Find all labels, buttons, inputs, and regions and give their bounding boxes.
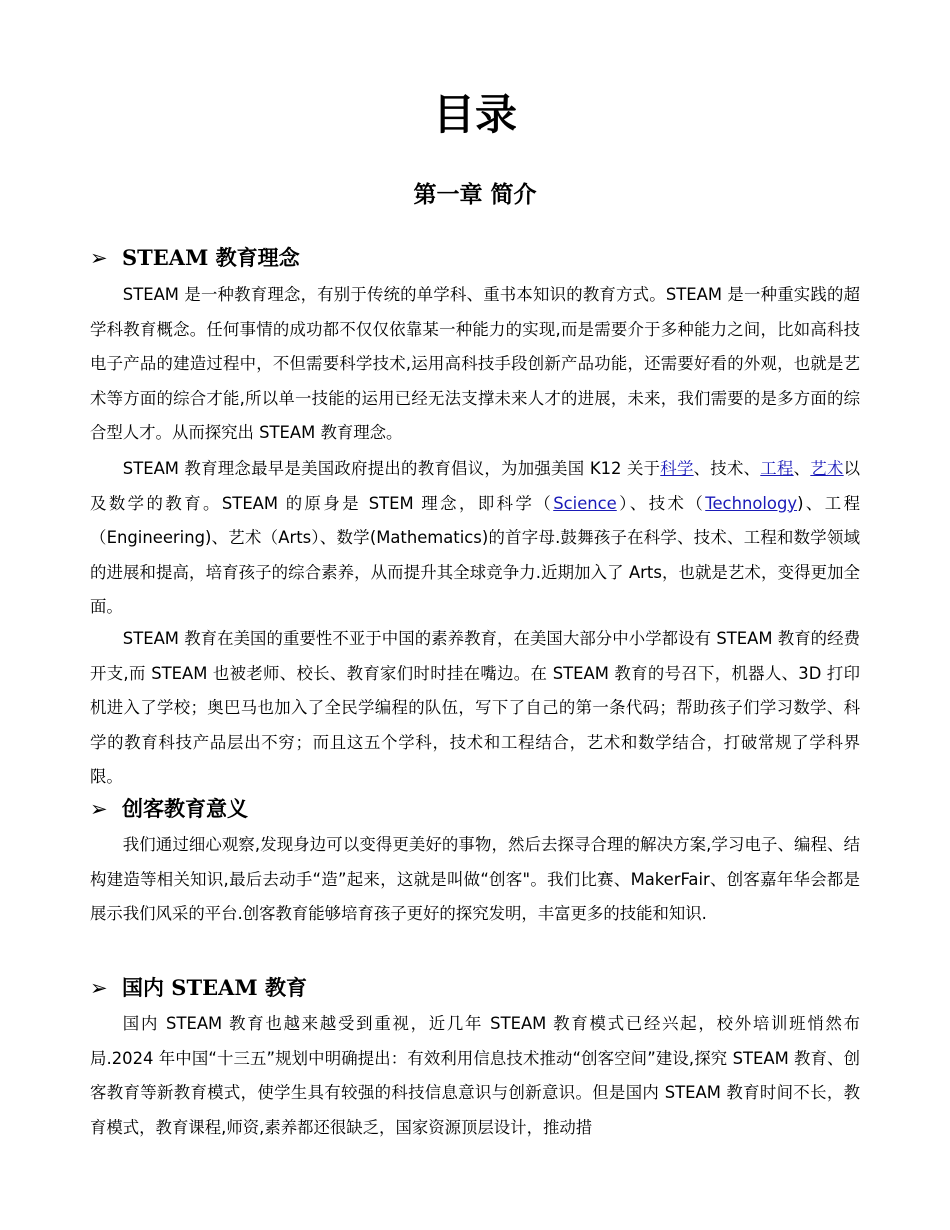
section-heading-label: 创客教育意义	[122, 796, 248, 821]
link-science-cn[interactable]: 科学	[660, 459, 694, 478]
link-science[interactable]: Science	[553, 493, 617, 513]
paragraph-text: ）、技术（	[616, 493, 706, 513]
paragraph: STEAM 教育在美国的重要性不亚于中国的素养教育，在美国大部分中小学都设有 STEAM 教育的经费开支,而 STEAM 也被老师、校长、教育家们时时挂在嘴边。在 STEAM 教育的号召下，机器人、3D 打印机进入了学校；奥巴马也加入了全民学编程的队伍，写下了自己的第一条代码；帮助孩子们学习数学、科学的教育科技产品层出不穷；而且这五个学科，技术和工程结合，艺术和数学结合，打破常规了学科界限。	[90, 629, 860, 787]
paragraph: STEAM 是一种教育理念，有别于传统的单学科、重书本知识的教育方式。STEAM 是一种重实践的超学科教育概念。任何事情的成功都不仅仅依靠某一种能力的实现,而是需要介于多种能力之间，比如高科技电子产品的建造过程中，不但需要科学技术,运用高科技手段创新产品功能，还需要好看的外观，也就是艺术等方面的综合才能,所以单一技能的运用已经无法支撑未来人才的进展，未来，我们需要的是多方面的综合型人才。从而探究出 STEAM 教育理念。	[90, 285, 860, 443]
chapter-title: 第一章 简介	[413, 182, 537, 208]
arrow-bullet-icon: ➢	[90, 797, 108, 821]
page-title: 目录	[432, 90, 517, 139]
paragraph-text: 、技术、	[693, 459, 761, 478]
link-art-cn[interactable]: 艺术	[810, 459, 844, 478]
paragraph-text: 、	[793, 459, 811, 478]
arrow-bullet-icon: ➢	[90, 976, 108, 1000]
paragraph-with-links	[90, 452, 860, 625]
section-heading-label: STEAM 教育理念	[122, 245, 300, 270]
paragraph-text: )、工程（Engineering)、艺术（Arts）、数学(Mathematics)的首字母.鼓舞孩子在科学、技术、工程和数学领域的进展和提高，培育孩子的综合素养，从而提升其全球竞争力.近期加入了 Arts，也就是艺术，变得更加全面。	[90, 493, 860, 617]
paragraph-text: 以及数学的教育。STEAM 的原身是 STEM 理念，即科学（	[90, 459, 861, 513]
arrow-bullet-icon: ➢	[90, 246, 108, 270]
link-engineering-cn[interactable]: 工程	[760, 459, 794, 478]
paragraph: 我们通过细心观察,发现身边可以变得更美好的事物，然后去探寻合理的解决方案,学习电子、编程、结构建造等相关知识,最后去动手“造”起来，这就是叫做“创客"。我们比赛、MakerFair、创客嘉年华会都是展示我们风采的平台.创客教育能够培育孩子更好的探究发明，丰富更多的技能和知识.	[90, 835, 860, 924]
paragraph: 国内 STEAM 教育也越来越受到重视，近几年 STEAM 教育模式已经兴起，校外培训班悄然布局.2024 年中国“十三五”规划中明确提出：有效利用信息技术推动“创客空间”建设,探究 STEAM 教育、创客教育等新教育模式，使学生具有较强的科技信息意识与创新意识。但是国内 STEAM 教育时间不长，教育模式，教育课程,师资,素养都还很缺乏，国家资源顶层设计，推动措	[90, 1014, 860, 1137]
link-technology[interactable]: Technology	[705, 493, 798, 513]
section-heading-maker-education	[90, 795, 248, 823]
paragraph-text: STEAM 教育理念最早是美国政府提出的教育倡议，为加强美国 K12 关于	[122, 459, 661, 478]
section-heading-label: 国内 STEAM 教育	[122, 975, 307, 1000]
section-heading-steam-concept	[90, 244, 300, 272]
section-heading-domestic-steam	[90, 974, 307, 1002]
